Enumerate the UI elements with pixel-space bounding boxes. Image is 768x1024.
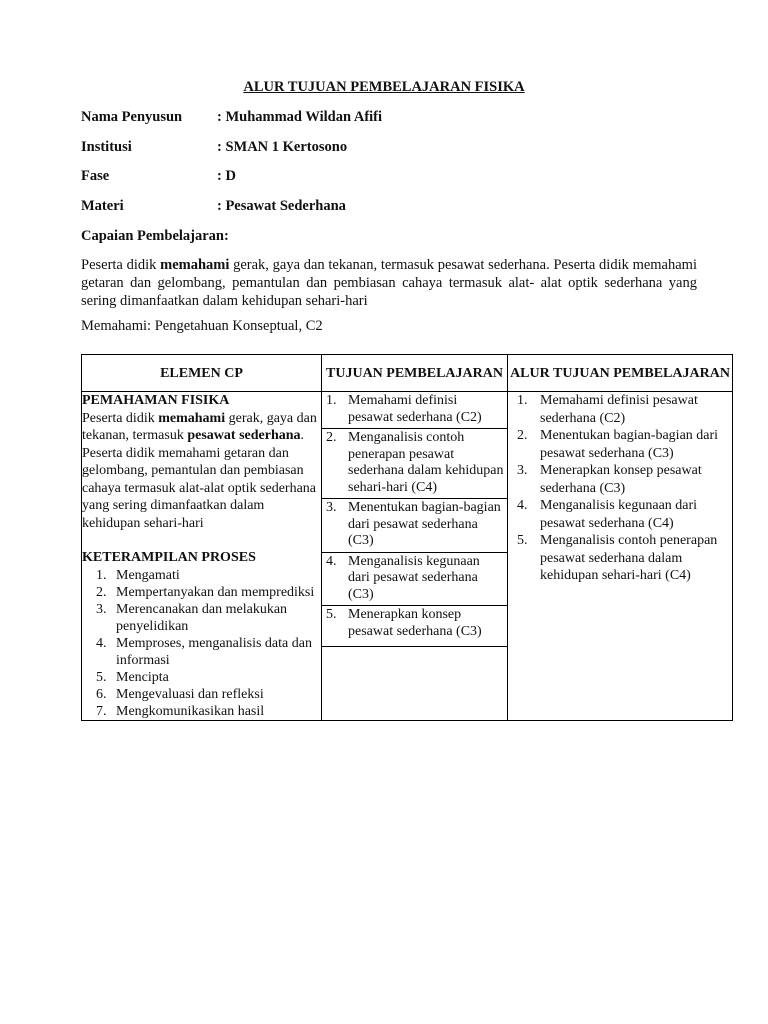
tujuan-item: 1. Memahami definisi pesawat sederhana (C2) bbox=[322, 392, 507, 429]
pemahaman-text: Peserta didik bbox=[82, 410, 159, 426]
capaian-paragraph bbox=[81, 256, 697, 310]
meta-label: Institusi bbox=[81, 139, 132, 155]
alur-cell bbox=[508, 392, 733, 721]
header-elemen-cp: ELEMEN CP bbox=[82, 355, 322, 392]
list-item: 3. Merencanakan dan melakukan penyelidikan bbox=[96, 601, 288, 634]
capaian-text-2: gerak, gaya dan tekanan, termasuk pesawat sederhana. Peserta didik memahami getaran dan gelombang, pemantulan dan pembiasan cahaya termasuk alat- alat optik sederhana yang sering dimanfaatkan dalam kehidupan sehari-hari bbox=[81, 257, 697, 309]
list-item: 2. Mempertanyakan dan memprediksi bbox=[96, 584, 315, 600]
meta-value: : Pesawat Sederhana bbox=[217, 198, 346, 214]
meta-value: : SMAN 1 Kertosono bbox=[217, 139, 348, 155]
list-item: 1. Mengamati bbox=[96, 567, 180, 583]
pemahaman-paragraph bbox=[82, 410, 321, 533]
page-title: ALUR TUJUAN PEMBELAJARAN FISIKA bbox=[243, 79, 525, 95]
table-row bbox=[82, 392, 733, 721]
capaian-heading: Capaian Pembelajaran: bbox=[81, 228, 229, 244]
alur-item: 4. Menganalisis kegunaan dari pesawat sederhana (C4) bbox=[517, 498, 698, 531]
alur-item: 2. Menentukan bagian-bagian dari pesawat sederhana (C3) bbox=[517, 428, 719, 461]
header-alur: ALUR TUJUAN PEMBELAJARAN bbox=[508, 355, 733, 392]
meta-row-phase bbox=[81, 168, 236, 185]
elemen-cp-cell bbox=[82, 392, 322, 721]
tujuan-item: 3. Menentukan bagian-bagian dari pesawat sederhana (C3) bbox=[322, 499, 507, 553]
tujuan-item: 2. Menganalisis contoh penerapan pesawat sederhana dalam kehidupan sehari-hari (C4) bbox=[322, 429, 507, 499]
header-tujuan: TUJUAN PEMBELAJARAN bbox=[322, 355, 508, 392]
table-header-row bbox=[82, 355, 733, 392]
learning-table bbox=[81, 354, 733, 721]
meta-label: Materi bbox=[81, 198, 124, 214]
alur-item: 1. Memahami definisi pesawat sederhana (C2) bbox=[517, 393, 698, 426]
list-item: 6. Mengevaluasi dan refleksi bbox=[96, 686, 264, 702]
pemahaman-text: . Peserta didik memahami getaran dan gelombang, pemantulan dan pembiasan cahaya termasuk alat-alat optik sederhana yang sering dimanfaatkan dalam kehidupan sehari-hari bbox=[82, 428, 316, 531]
meta-row-material bbox=[81, 198, 346, 215]
section-keterampilan-title: KETERAMPILAN PROSES bbox=[82, 550, 256, 565]
pemahaman-bold: pesawat sederhana bbox=[187, 428, 301, 443]
pemahaman-bold: memahami bbox=[158, 410, 226, 426]
capaian-text-1: Peserta didik bbox=[81, 257, 161, 273]
tujuan-item: 4. Menganalisis kegunaan dari pesawat sederhana (C3) bbox=[322, 553, 507, 607]
pemahaman-text: gerak, gaya dan tekanan, termasuk bbox=[82, 410, 317, 443]
meta-label: Fase bbox=[81, 168, 110, 184]
list-item: 4. Memproses, menganalisis data dan informasi bbox=[96, 635, 312, 668]
section-pemahaman-title: PEMAHAMAN FISIKA bbox=[82, 393, 230, 408]
alur-item: 3. Menerapkan konsep pesawat sederhana (C3) bbox=[517, 463, 702, 496]
meta-value: : Muhammad Wildan Afifi bbox=[217, 109, 383, 125]
memahami-line: Memahami: Pengetahuan Konseptual, C2 bbox=[81, 318, 323, 334]
capaian-text-bold: memahami bbox=[160, 257, 230, 273]
tujuan-item: 5. Menerapkan konsep pesawat sederhana (C3) bbox=[322, 606, 507, 647]
meta-value: : D bbox=[217, 168, 236, 184]
meta-row-institution bbox=[81, 139, 347, 156]
list-item: 5. Mencipta bbox=[96, 669, 169, 685]
meta-label: Nama Penyusun bbox=[81, 109, 183, 125]
meta-row-author bbox=[81, 109, 382, 126]
skills-list bbox=[82, 567, 321, 720]
list-item: 7. Mengkomunikasikan hasil bbox=[96, 703, 265, 719]
tujuan-cell bbox=[322, 392, 508, 721]
alur-item: 5. Menganalisis contoh penerapan pesawat sederhana dalam kehidupan sehari-hari (C4) bbox=[517, 533, 718, 583]
